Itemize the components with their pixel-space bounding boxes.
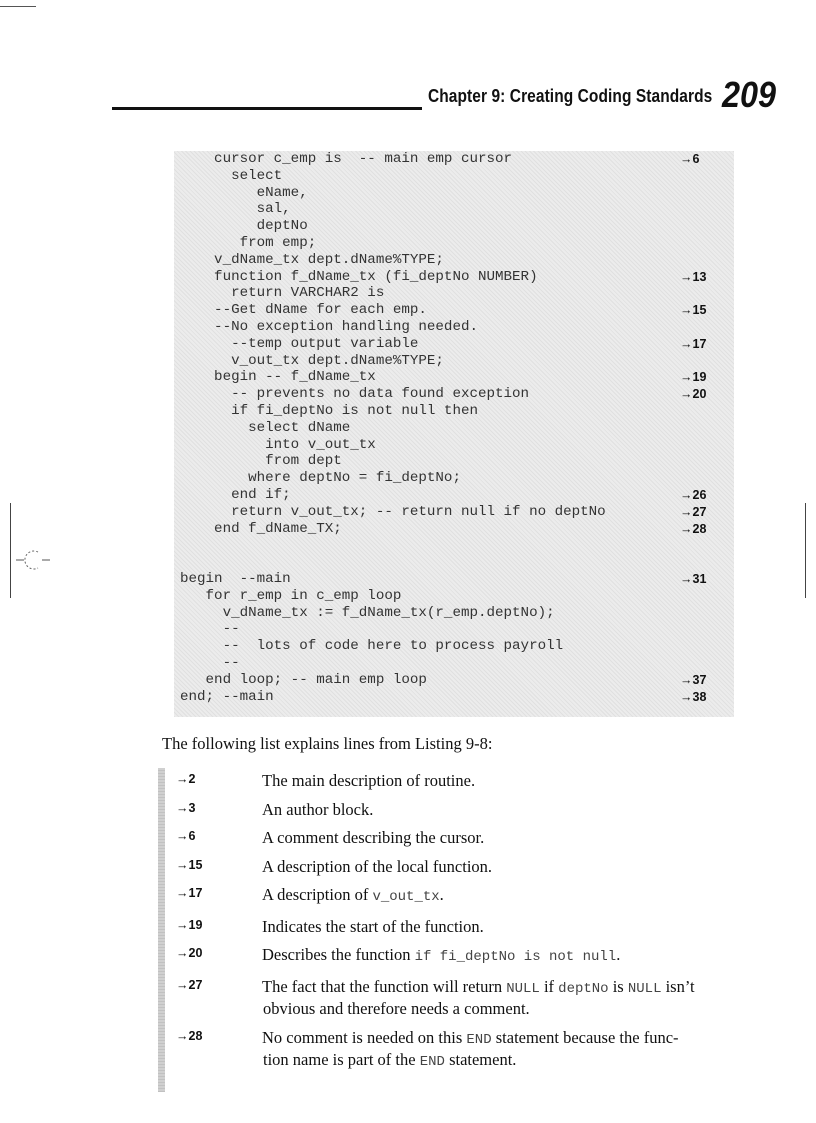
text-run: obvious and therefore needs a comment.	[263, 999, 530, 1018]
code-line	[174, 487, 734, 504]
inline-code: if fi_deptNo is not null	[414, 949, 617, 965]
code-line	[174, 470, 734, 487]
code-line	[174, 319, 734, 336]
text-run: statement.	[444, 1050, 517, 1069]
line-reference-marker: →13	[680, 269, 707, 284]
chapter-title: Chapter 9: Creating Coding Standards	[428, 86, 713, 106]
code-line-text: if fi_deptNo is not null then	[180, 402, 478, 419]
code-line-text: for r_emp in c_emp loop	[180, 587, 402, 604]
list-item	[176, 885, 766, 908]
explanation-text	[262, 885, 766, 908]
list-item	[176, 917, 766, 937]
explanation-text	[262, 1028, 766, 1073]
code-line	[174, 621, 734, 638]
code-line	[174, 571, 734, 588]
code-line-text: -- lots of code here to process payroll	[180, 638, 564, 655]
code-line-text: begin --main	[180, 570, 291, 587]
inline-code: NULL	[627, 980, 662, 997]
text-run: An author block.	[262, 799, 374, 819]
code-line-text: v_dName_tx dept.dName%TYPE;	[180, 251, 444, 268]
code-line	[174, 605, 734, 622]
list-item	[176, 1028, 766, 1073]
code-line-text: from emp;	[180, 234, 317, 251]
code-line-text: end loop; -- main emp loop	[180, 671, 427, 688]
code-line-text: select	[180, 167, 283, 184]
code-line	[174, 588, 734, 605]
code-line-text: sal,	[180, 201, 291, 218]
code-line-text: return v_out_tx; -- return null if no deptNo	[180, 503, 606, 520]
line-reference-marker: →28	[680, 521, 707, 536]
text-run: isn’t	[661, 976, 695, 996]
line-reference-marker: →20	[680, 387, 707, 402]
line-reference-marker: →26	[680, 487, 707, 502]
code-line	[174, 453, 734, 470]
code-line-text: v_out_tx dept.dName%TYPE;	[180, 352, 444, 369]
text-run: Indicates the start of the function.	[262, 916, 484, 936]
code-line-text: -- prevents no data found exception	[180, 386, 530, 403]
line-reference-marker: →19	[176, 917, 203, 932]
text-run: Describes the function	[262, 945, 415, 964]
list-side-bar	[158, 768, 165, 1092]
crop-corner-rule	[0, 6, 36, 7]
code-line	[174, 235, 734, 252]
inline-code: deptNo	[558, 980, 609, 997]
code-line	[174, 168, 734, 185]
text-run: A description of	[262, 885, 373, 904]
code-line	[174, 420, 734, 437]
code-line-text: return VARCHAR2 is	[180, 285, 385, 302]
text-run: if	[539, 976, 559, 996]
code-line	[174, 269, 734, 286]
intro-paragraph: The following list explains lines from Listing 9-8:	[162, 734, 493, 753]
explanation-text	[262, 771, 766, 791]
header-rule	[112, 107, 422, 110]
code-line	[174, 521, 734, 538]
line-reference-marker: →15	[680, 303, 707, 318]
line-reference-marker: →17	[176, 886, 203, 900]
code-line	[174, 369, 734, 386]
explanation-text	[262, 977, 766, 1019]
text-run: The main description of routine.	[262, 771, 476, 790]
line-reference-marker: →27	[176, 977, 203, 992]
explanation-text	[262, 800, 766, 820]
code-line-text: --temp output variable	[180, 335, 419, 352]
crop-mark-left	[10, 503, 11, 598]
line-reference-marker: →2	[176, 772, 196, 786]
code-line	[174, 689, 734, 706]
code-line	[174, 252, 734, 269]
explanation-text	[262, 917, 766, 937]
code-line-text: --	[180, 654, 240, 671]
line-reference-marker: →38	[680, 689, 707, 704]
code-line	[174, 638, 734, 655]
crop-mark-right	[805, 503, 806, 598]
code-line-text: select dName	[180, 419, 351, 436]
text-run: The fact that the function will return	[262, 976, 507, 996]
code-line-text: from dept	[180, 453, 342, 470]
code-line	[174, 218, 734, 235]
code-line-text: end; --main	[180, 688, 274, 705]
explanation-text	[262, 857, 766, 877]
code-line	[174, 537, 734, 554]
text-run: No comment is needed on this	[262, 1027, 467, 1047]
list-item	[176, 800, 766, 820]
line-reference-marker: →20	[176, 946, 203, 960]
inline-code: END	[419, 1054, 445, 1070]
list-item	[176, 945, 766, 968]
line-reference-marker: →6	[680, 152, 700, 166]
list-item	[176, 857, 766, 877]
list-item	[176, 828, 766, 848]
code-line	[174, 151, 734, 168]
inline-code: END	[466, 1031, 492, 1048]
code-line	[174, 554, 734, 571]
code-listing	[174, 151, 734, 717]
code-line-text: end f_dName_TX;	[180, 520, 342, 537]
line-reference-marker: →3	[176, 800, 196, 815]
code-line-text: eName,	[180, 184, 308, 201]
code-line-text: end if;	[180, 486, 291, 503]
code-line-text: deptNo	[180, 218, 308, 235]
explanation-text	[262, 945, 766, 968]
inline-code: NULL	[506, 980, 540, 997]
list-item	[176, 771, 766, 791]
code-line	[174, 185, 734, 202]
code-line	[174, 302, 734, 319]
code-line-text: cursor c_emp is -- main emp cursor	[180, 151, 513, 167]
registration-mark-icon	[16, 546, 50, 574]
explanation-text	[262, 828, 766, 848]
code-line-text: function f_dName_tx (fi_deptNo NUMBER)	[180, 268, 538, 285]
text-run: tion name is part of the	[263, 1050, 420, 1069]
code-line-text: begin -- f_dName_tx	[180, 369, 376, 386]
line-reference-marker: →27	[680, 504, 707, 519]
line-reference-marker: →15	[176, 857, 203, 872]
code-line-text: into v_out_tx	[180, 436, 376, 453]
code-line	[174, 437, 734, 454]
code-line	[174, 386, 734, 403]
text-run: .	[439, 885, 444, 904]
code-lines	[174, 151, 734, 705]
code-line	[174, 672, 734, 689]
line-reference-marker: →28	[176, 1028, 203, 1043]
explanation-list	[176, 771, 766, 1082]
code-line-text: where deptNo = fi_deptNo;	[180, 470, 461, 487]
code-line	[174, 655, 734, 672]
line-reference-marker: →37	[680, 672, 707, 687]
line-reference-marker: →19	[680, 370, 707, 385]
code-line	[174, 201, 734, 218]
code-line	[174, 285, 734, 302]
code-line-text: --	[180, 621, 240, 638]
text-run: is	[608, 976, 628, 996]
code-line-text: --No exception handling needed.	[180, 318, 478, 335]
code-line	[174, 336, 734, 353]
text-run: A comment describing the cursor.	[262, 828, 485, 847]
code-line	[174, 353, 734, 370]
code-line-text: v_dName_tx := f_dName_tx(r_emp.deptNo);	[180, 604, 555, 621]
list-item	[176, 977, 766, 1019]
text-run: A description of the local function.	[262, 856, 493, 876]
inline-code: v_out_tx	[372, 889, 440, 905]
code-line-text: --Get dName for each emp.	[180, 302, 427, 319]
line-reference-marker: →17	[680, 336, 707, 351]
line-reference-marker: →6	[176, 829, 196, 843]
text-run: .	[616, 945, 621, 964]
page-number: 209	[722, 74, 777, 115]
text-run: statement because the func-	[491, 1027, 679, 1047]
code-line	[174, 504, 734, 521]
code-line	[174, 403, 734, 420]
line-reference-marker: →31	[680, 571, 707, 586]
